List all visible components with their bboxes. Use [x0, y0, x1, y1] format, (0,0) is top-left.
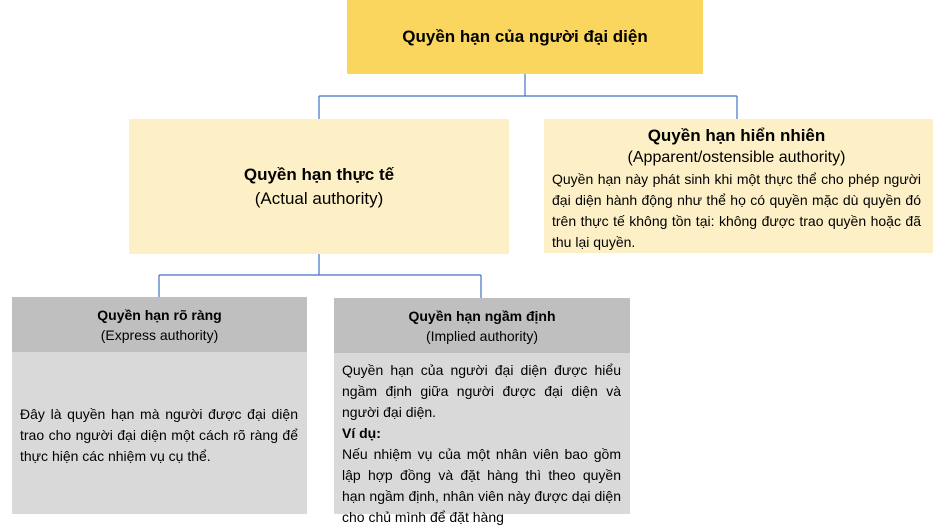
express-subtitle: (Express authority)	[100, 326, 219, 343]
apparent-subtitle: (Apparent/ostensible authority)	[627, 149, 846, 166]
implied-title: Quyền hạn ngầm định	[408, 307, 556, 324]
implied-description: Quyền hạn của người đại diện được hiểu ngầm định giữa người được đại diện và người đại diện.	[342, 362, 621, 420]
actual-authority-node	[129, 119, 509, 254]
express-authority-body	[12, 352, 307, 514]
express-description: Đây là quyền hạn mà người được đại diện trao cho người đại diện một cách rõ ràng để thực hiện các nhiệm vụ cụ thể.	[20, 406, 298, 464]
implied-authority-body	[334, 353, 630, 525]
express-authority-header	[12, 297, 307, 352]
root-title: Quyền hạn của người đại diện	[402, 27, 648, 46]
actual-title: Quyền hạn thực tế	[243, 164, 395, 184]
implied-authority-header	[334, 298, 630, 353]
implied-subtitle: (Implied authority)	[425, 327, 539, 344]
apparent-title: Quyền hạn hiển nhiên	[647, 126, 826, 145]
implied-example-text: Nếu nhiệm vụ của một nhân viên bao gồm lập hợp đồng và đặt hàng thì theo quyền hạn ngầm định, nhân viên này được dại diện cho chủ mình để đặt hàng	[342, 446, 621, 525]
actual-subtitle: (Actual authority)	[254, 188, 384, 208]
root-node	[347, 0, 703, 74]
express-title: Quyền hạn rõ ràng	[97, 306, 222, 323]
apparent-authority-node	[544, 119, 933, 253]
apparent-description: Quyền hạn này phát sinh khi một thực thể cho phép người đại diện hành động như thể họ có quyền mặc dù quyền đó trên thực tế không tồn tại: không được trao quyền hoặc đã thu lại quyền.	[552, 171, 921, 250]
implied-example-label: Ví dụ:	[342, 425, 381, 441]
